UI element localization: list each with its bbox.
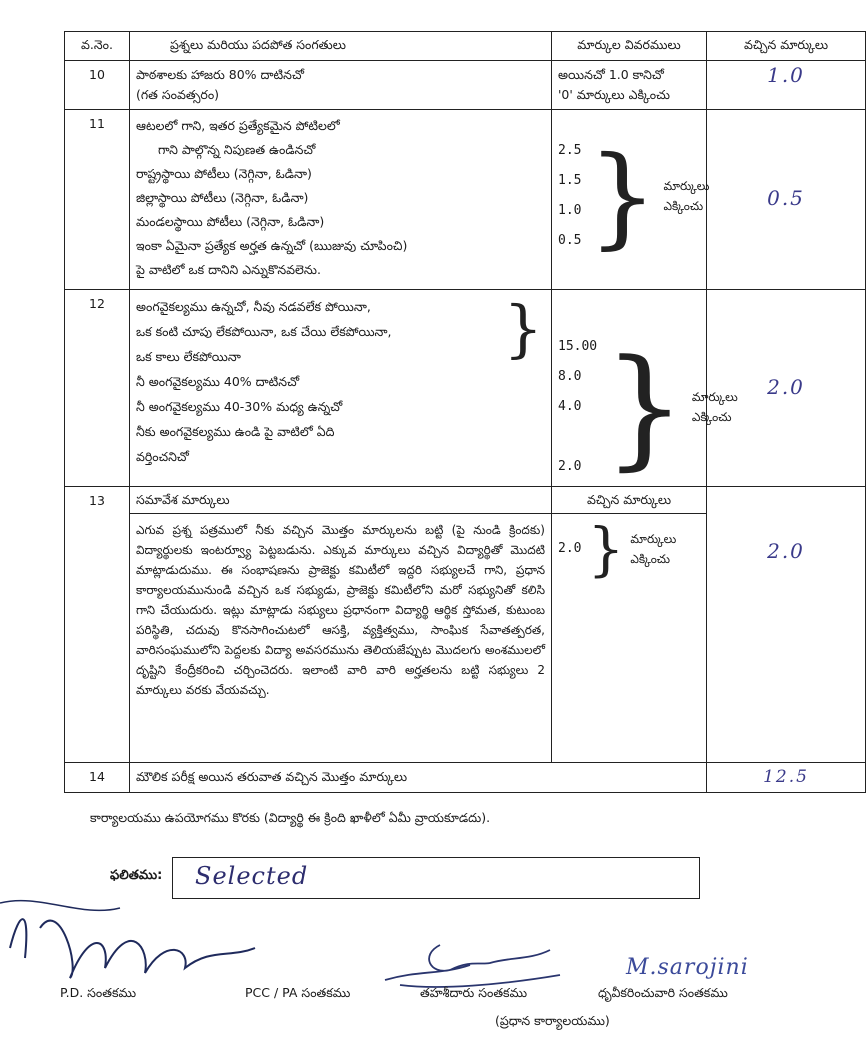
marks-detail-cell [552,290,738,487]
office-use-note: కార్యాలయము ఉపయోగము కొరకు (విద్యార్థి ఈ క్రింది ఖాళీలో ఏమీ వ్రాయకూడదు). [90,810,491,825]
received-cell [707,763,866,793]
question-cell [130,110,552,290]
header-marks-received: వచ్చిన మార్కులు [707,32,866,61]
table-row [65,487,866,763]
received-cell [707,487,866,763]
question-line: మండలస్థాయి పోటీలు (నెగ్గినా, ఓడినా) [136,214,325,229]
mark-value: 1.0 [558,203,582,218]
question-line: ఒక కంటి చూపు లేకపోయినా, ఒక చేయి లేకపోయినా, [136,324,392,339]
marks-detail-cell [552,487,707,763]
question-line: ఇంకా ఏమైనా ప్రత్యేక అర్హత ఉన్నచో (ఋజువు చూపించి) [136,238,408,253]
spacer [558,422,597,452]
row-number: 13 [65,487,130,763]
marks-note: ఎక్కించు [691,410,732,424]
handwritten-total: 12.5 [763,767,809,787]
marks-detail-cell [552,61,707,110]
table-row [65,61,866,110]
table-row [65,110,866,290]
question-line: నీ అంగవైకల్యము 40-30% మధ్య ఉన్నచో [136,399,343,414]
handwritten-result: Selected [195,862,309,890]
head-office-label: (ప్రధాన కార్యాలయము) [495,1013,610,1028]
handwritten-mark: 2.0 [767,539,805,563]
total-label: మౌలిక పరీక్ష అయిన తరువాత వచ్చిన మొత్తం మార్కులు [136,769,408,784]
header-serial-no: వ.నెం. [65,32,130,61]
mark-value: 8.0 [558,369,582,384]
table-row [65,290,866,487]
pd-signature-image [0,888,260,988]
verifier-signature-label: ధృవీకరించువారి సంతకము [598,985,728,1000]
marks-note: మార్కులు [630,532,677,546]
row-number: 11 [65,110,130,290]
received-cell [707,61,866,110]
handwritten-mark: 0.5 [767,186,805,210]
handwritten-mark: 2.0 [767,374,805,399]
question-line: పై వాటిలో ఒక దానిని ఎన్నుకొనవలెను. [136,262,321,277]
section-title: సమావేశ మార్కులు [130,487,551,514]
question-line: నీ అంగవైకల్యము 40% దాటినచో [136,374,300,389]
row-number: 10 [65,61,130,110]
question-line: గాని పాల్గొన్న నిపుణత ఉండినచో [158,142,316,157]
question-line: ఆటలలో గాని, ఇతర ప్రత్యేకమైన పోటిలలో [136,118,340,133]
tahsildar-signature-label: తహశీదారు సంతకము [420,985,528,1000]
header-marks-detail: మార్కుల వివరములు [552,32,707,61]
question-line: అంగవైకల్యము ఉన్నచో, నీవు నడవలేక పోయినా, [136,299,371,314]
question-cell [130,61,552,110]
mark-value: 2.0 [558,541,582,556]
mark-value: 15.00 [558,339,598,354]
brace-icon: } [587,132,658,260]
question-line: జిల్లాస్థాయి పోటీలు (నెగ్గినా, ఓడినా) [136,190,309,205]
mark-value: 2.0 [558,459,582,474]
header-questions: ప్రశ్నలు మరియు పదపోత సంగతులు [130,32,552,61]
question-line: పాఠశాలకు హాజరు 80% దాటినచో [136,67,304,82]
total-label-cell [130,763,707,793]
marks-note: మార్కులు [663,179,710,193]
question-cell [130,290,552,487]
question-line: నీకు అంగవైకల్యము ఉండి పై వాటిలో ఏది [136,424,335,439]
brace-icon: } [503,292,543,365]
row-number: 14 [65,763,130,793]
marks-note: ఎక్కించు [663,199,704,213]
marks-line: అయినచో 1.0 కానిచో [558,67,664,82]
pd-signature-label: P.D. సంతకము [60,985,137,1000]
marks-table [64,31,866,793]
brace-icon: } [603,331,686,483]
handwritten-mark: 1.0 [767,63,805,87]
marks-line: '0' మార్కులు ఎక్కించు [558,87,670,102]
marks-note: ఎక్కించు [630,552,671,566]
row-number: 12 [65,290,130,487]
mark-value: 4.0 [558,399,582,414]
mark-value: 1.5 [558,173,582,188]
table-header-row [65,32,866,61]
received-cell [707,110,866,290]
pcc-pa-signature-label: PCC / PA సంతకము [245,985,351,1000]
marks-detail-cell [552,110,710,290]
question-line: (గత సంవత్సరం) [136,87,220,102]
result-label: ఫలితము: [110,868,163,883]
marks-note: మార్కులు [691,390,738,404]
question-line: ఒక కాలు లేకపోయినా [136,349,241,364]
question-line: రాష్ట్రస్థాయి పోటీలు (నెగ్గినా, ఓడినా) [136,166,312,181]
mark-value: 0.5 [558,233,582,248]
question-line: వర్తించనిచో [136,449,189,464]
table-row [65,763,866,793]
sub-header-received: వచ్చిన మార్కులు [552,487,706,514]
verifier-handwritten-name: M.sarojini [626,955,749,980]
brace-icon: } [587,515,625,583]
question-cell [130,487,552,763]
mark-value: 2.5 [558,143,582,158]
interview-paragraph: ఎగువ ప్రశ్న పత్రములో నీకు వచ్చిన మొత్తం మార్కులను బట్టి (పై నుండి క్రిందకు) విద్యార్థులకు ఇంటర్వ్యూ పెట్టబడును. ఎక్కువ మార్కులు వచ్చిన విద్యార్థితో మొదటి మాట్లాడుదుము. ఈ సంభాషణను ప్రాజెక్టు కమిటీలో ఇద్దరి సభ్యులచే గాని, ప్రధాన కార్యాలయమునుండి వచ్చిన ఒక సభ్యుడు, ప్రాజెక్టు కమిటీలోని మరో సభ్యునితో కలిసి గాని చేయుదురు. ఇట్లు మాట్లాడు సభ్యులు ప్రధానంగా విద్యార్థి ఆర్థిక స్తోమత, కుటుంబ పరిస్థితి, చదువు కొనసాగించుటలో ఆసక్తి, వ్యక్తిత్వము, సాంఘిక సేవాతత్పరత, వారిసంఘములోని పెద్దలకు విద్యా అవసరమును తెలియజేప్పుట మొదలగు అంశములలో దృష్టిని కేంద్రీకరించి చర్చించెదరు. ఇలాంటి వారి వారి అర్హతలను బట్టి సభ్యులు 2 మార్కులు వరకు వేయవచ్చు. [136,523,545,697]
